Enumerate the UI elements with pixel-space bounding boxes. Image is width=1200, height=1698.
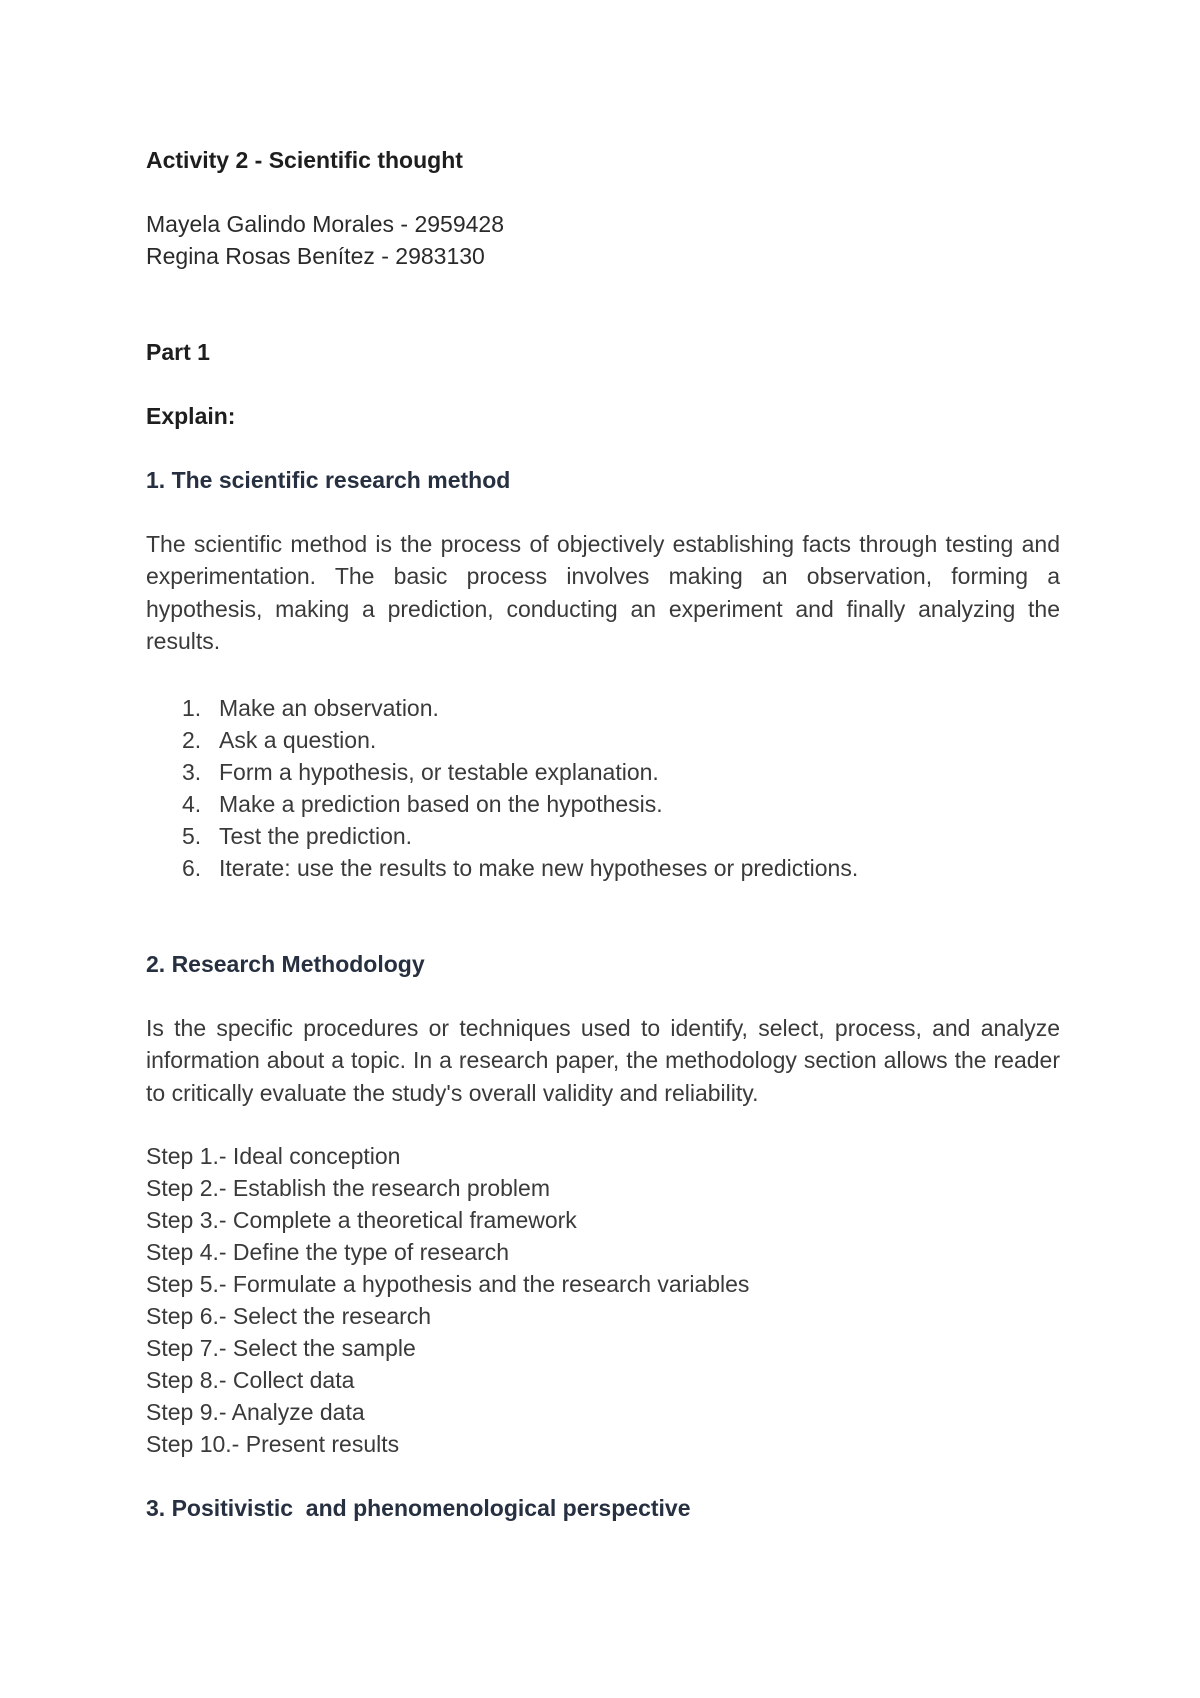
part-label: Part 1 xyxy=(146,339,210,365)
step-item: Step 7.- Select the sample xyxy=(146,1335,416,1361)
list-item-number: 5. xyxy=(182,823,202,849)
author-2: Regina Rosas Benítez - 2983130 xyxy=(146,243,485,269)
section2-paragraph: Is the specific procedures or techniques used to identify, select, process, and analyze information about a topic. In a research paper, the methodology section allows the reader to critically evaluate the study's overall validity and reliability. xyxy=(146,1015,1060,1106)
step-item: Step 6.- Select the research xyxy=(146,1303,432,1329)
section1-paragraph: The scientific method is the process of objectively establishing facts through testing and experimentation. The basic process involves making an observation, forming a hypothesis, making a prediction, conducting an experiment and finally analyzing the results. xyxy=(146,531,1060,654)
section1-heading: 1. The scientific research method xyxy=(146,467,511,493)
list-item-text: Make a prediction based on the hypothesis. xyxy=(219,791,663,817)
list-item-number: 2. xyxy=(182,727,202,753)
document-title: Activity 2 - Scientific thought xyxy=(146,147,463,173)
step-item: Step 9.- Analyze data xyxy=(146,1399,365,1425)
explain-label: Explain: xyxy=(146,403,236,429)
list-item-number: 3. xyxy=(182,759,202,785)
step-item: Step 2.- Establish the research problem xyxy=(146,1175,550,1201)
list-item-text: Form a hypothesis, or testable explanation. xyxy=(219,759,659,785)
list-item-number: 6. xyxy=(182,855,202,881)
section2-heading: 2. Research Methodology xyxy=(146,951,425,977)
list-item-text: Test the prediction. xyxy=(219,823,413,849)
step-item: Step 1.- Ideal conception xyxy=(146,1143,401,1169)
section3-heading: 3. Positivistic and phenomenological perspective xyxy=(146,1495,691,1521)
list-item-text: Make an observation. xyxy=(219,695,439,721)
step-item: Step 5.- Formulate a hypothesis and the research variables xyxy=(146,1271,750,1297)
author-1: Mayela Galindo Morales - 2959428 xyxy=(146,211,504,237)
list-item-number: 1. xyxy=(182,695,202,721)
list-item-text: Ask a question. xyxy=(219,727,377,753)
step-item: Step 10.- Present results xyxy=(146,1431,400,1457)
list-item-text: Iterate: use the results to make new hypotheses or predictions. xyxy=(219,855,859,881)
step-item: Step 4.- Define the type of research xyxy=(146,1239,510,1265)
step-item: Step 3.- Complete a theoretical framework xyxy=(146,1207,577,1233)
list-item-number: 4. xyxy=(182,791,202,817)
step-item: Step 8.- Collect data xyxy=(146,1367,355,1393)
